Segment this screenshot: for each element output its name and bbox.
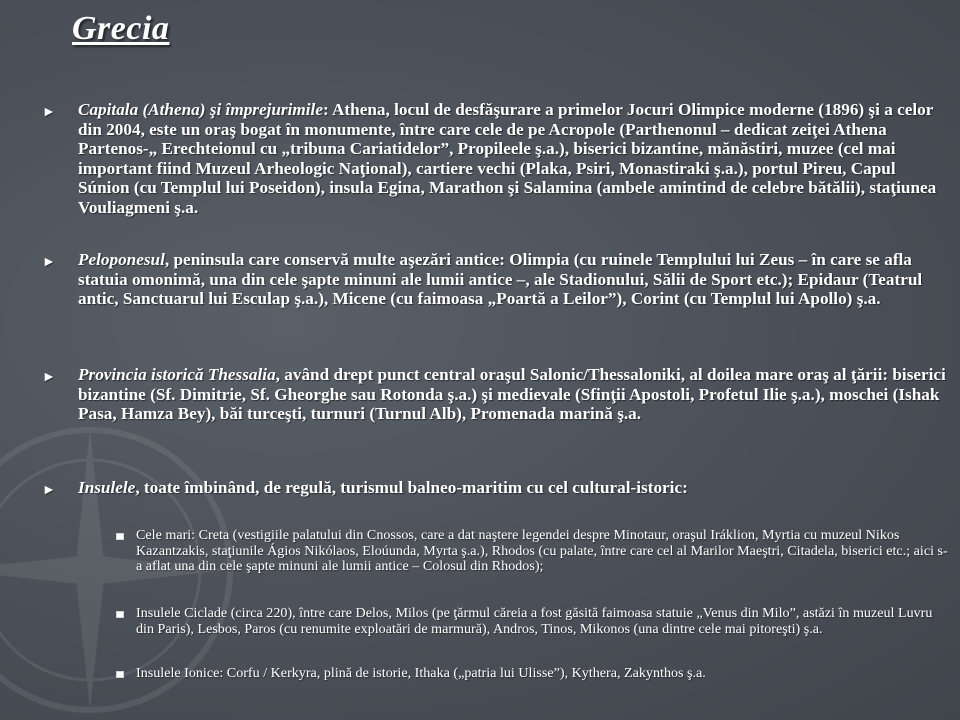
bullet-text (78, 365, 948, 424)
square-bullet-icon (116, 533, 124, 540)
bullet-text (78, 250, 948, 309)
bullet-lead: Peloponesul (78, 250, 165, 269)
bullet-body: , având drept punct central oraşul Salonic/Thessaloniki, al doilea mare oraş al ţării: biserici bizantine (Sf. Dimitrie, Sf. Gheorghe sau Rotonda ş.a.) şi medievale (Sfinţii Apostoli, Profetul Ilie ş.a.), moschei (Ishak Pasa, Hamza Bey), băi turceşti, turnuri (Turnul Alb), Promenada marină ş.a. (78, 365, 946, 424)
bullet-insulele (42, 478, 948, 499)
bullet-body: , peninsula care conservă multe aşezări antice: Olimpia (cu ruinele Templului lui Zeus – în care se afla statuia omonimă, una din cele şapte minuni ale lumii antice –, ale Stadionului, Sălii de Sport etc.); Epidaur (Teatrul antic, Sanctuarul lui Esculap ş.a.), Micene (cu faimoasa „Poartă a Leilor”), Corint (cu Templul lui Apollo) ş.a. (78, 250, 923, 309)
sub-bullet-creta-rhodos (116, 528, 952, 575)
bullet-peloponesul (42, 250, 948, 309)
bullet-lead: Provincia istorică Thessalia (78, 365, 276, 384)
bullet-text (78, 100, 948, 218)
bullet-lead: Capitala (Athena) şi împrejurimile (78, 100, 323, 119)
arrow-bullet-icon: ► (42, 105, 56, 120)
sub-bullet-ciclade (116, 606, 952, 637)
sub-bullet-ionice (116, 666, 952, 682)
page-title: Grecia (72, 10, 170, 47)
bullet-thessalia (42, 365, 948, 424)
square-bullet-icon (116, 611, 124, 618)
sub-bullet-text: Insulele Ciclade (circa 220), între care Delos, Milos (pe ţărmul căreia a fost găsită faimoasa statuie „Venus din Milo”, astăzi în muzeul Luvru din Paris), Lesbos, Paros (cu renumite exploatări de marmură), Andros, Tinos, Mikonos (una dintre cele mai pitoreşti) ş.a. (136, 605, 933, 637)
bullet-athena (42, 100, 948, 218)
square-bullet-icon (116, 671, 124, 678)
bullet-body: , toate îmbinând, de regulă, turismul balneo-maritim cu cel cultural-istoric: (135, 478, 688, 497)
sub-bullet-text: Insulele Ionice: Corfu / Kerkyra, plină de istorie, Ithaka („patria lui Ulisse”), Kythera, Zakynthos ş.a. (136, 665, 706, 681)
arrow-bullet-icon: ► (42, 370, 56, 385)
bullet-text (78, 478, 948, 498)
arrow-bullet-icon: ► (42, 255, 56, 270)
bullet-lead: Insulele (78, 478, 136, 497)
bullet-body: : Athena, locul de desfăşurare a primelor Jocuri Olimpice moderne (1896) şi a celor din 2004, este un oraş bogat în monumente, între care cele de pe Acropole (Parthenonul – dedicat zeiţei Athena Partenos-„ Erechteionul cu „tribuna Cariatidelor”, Propileele ş.a.), biserici bizantine, mănăstiri, muzee (cel mai important fiind Muzeul Arheologic Naţional), cartiere vechi (Plaka, Psiri, Monastiraki ş.a.), portul Pireu, Capul Súnion (cu Templul lui Poseidon), insula Egina, Marathon şi Salamina (ambele amintind de celebre bătălii), staţiunea Vouliagmeni ş.a. (78, 100, 937, 217)
arrow-bullet-icon: ► (42, 483, 56, 498)
sub-bullet-text: Cele mari: Creta (vestigiile palatului din Cnossos, care a dat naştere legendei despre Minotaur, oraşul Iráklion, Myrtia cu muzeul Nikos Kazantzakis, staţiunile Ágios Nikólaos, Eloúunda, Myrta ş.a.), Rhodos (cu palate, între care cel al Marilor Maeştri, Citadela, biserici etc.; aici s-a aflat una din cele şapte minuni ale lumii antice – Colosul din Rhodos); (136, 527, 948, 575)
